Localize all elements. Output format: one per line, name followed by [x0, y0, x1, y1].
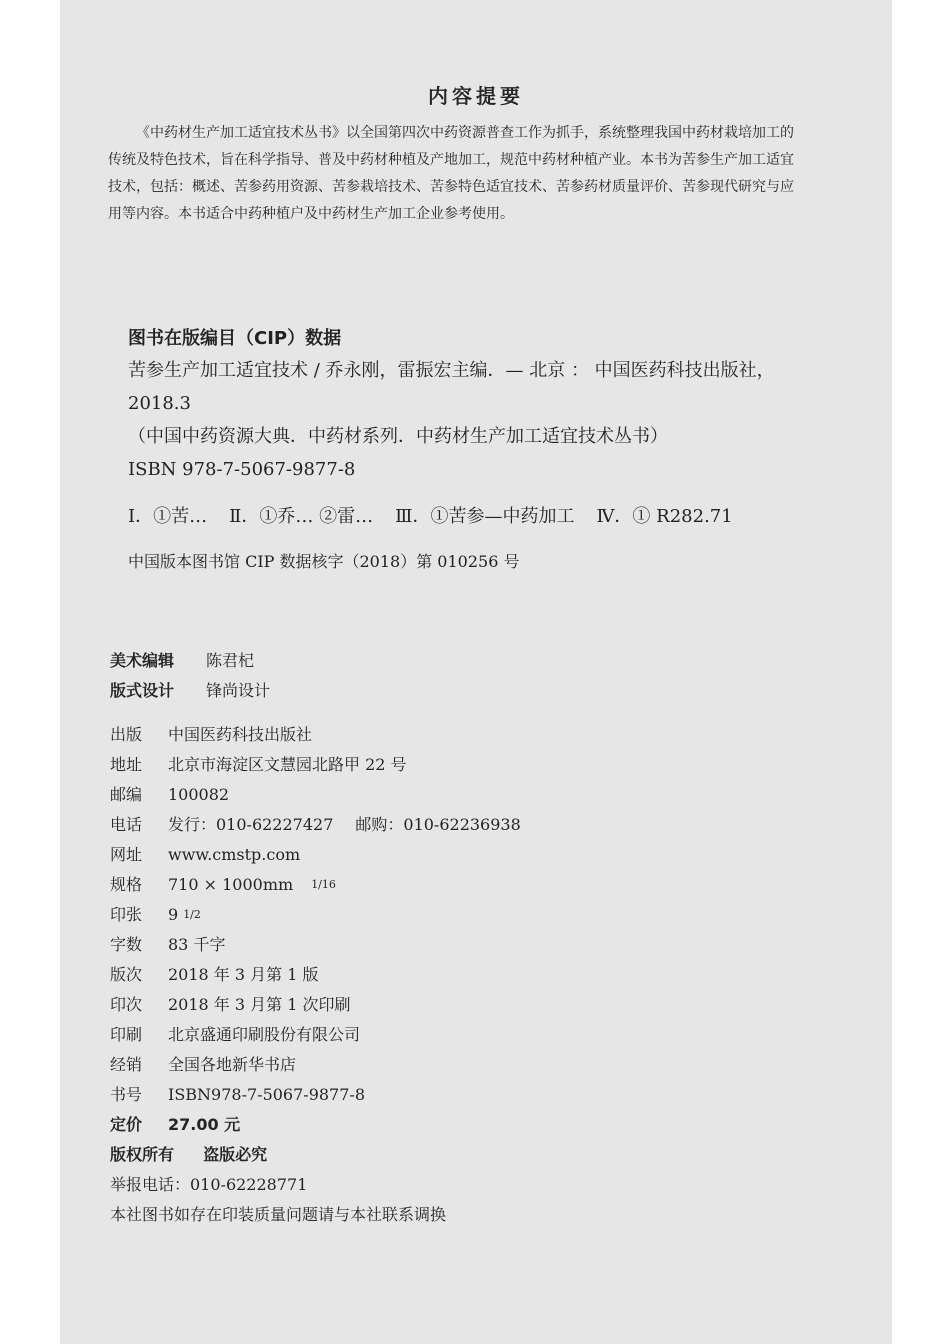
- printer-row: [110, 1020, 810, 1050]
- price-label: 定价: [110, 1115, 143, 1134]
- words-value: 83 千字: [168, 935, 226, 954]
- report-phone: 举报电话：010-62228771: [110, 1175, 308, 1194]
- cip-class-1: Ⅰ．①苦…: [128, 506, 208, 527]
- phone-row: [110, 810, 810, 840]
- postcode-row: [110, 780, 810, 810]
- quality-notice: 本社图书如存在印装质量问题请与本社联系调换: [110, 1205, 447, 1224]
- postcode-label: 邮编: [110, 785, 143, 804]
- phone-issue: 发行：010-62227427: [168, 815, 334, 834]
- printing-row: [110, 990, 810, 1020]
- printer-value: 北京盛通印刷股份有限公司: [168, 1025, 361, 1044]
- edition-row: [110, 960, 810, 990]
- art-editor-label: 美术编辑: [110, 651, 175, 670]
- website-row: [110, 840, 810, 870]
- publisher-value: 中国医药科技出版社: [168, 725, 313, 744]
- cip-class-4: Ⅳ．① R282.71: [596, 506, 733, 527]
- postcode-value: 100082: [168, 785, 230, 804]
- address-label: 地址: [110, 755, 143, 774]
- distributor-label: 经销: [110, 1055, 143, 1074]
- publisher-row: [110, 720, 810, 750]
- layout-design-value: 锋尚设计: [206, 681, 271, 700]
- book-number-row: [110, 1080, 810, 1110]
- address-row: [110, 750, 810, 780]
- summary-title: 内容提要: [428, 84, 524, 108]
- edition-value: 2018 年 3 月第 1 版: [168, 965, 319, 984]
- phone-mail: 邮购：010-62236938: [355, 815, 521, 834]
- cip-title: 图书在版编目（CIP）数据: [128, 328, 342, 349]
- publisher-label: 出版: [110, 725, 143, 744]
- printing-value: 2018 年 3 月第 1 次印刷: [168, 995, 351, 1014]
- layout-design-label: 版式设计: [110, 681, 175, 700]
- address-value: 北京市海淀区文慧园北路甲 22 号: [168, 755, 407, 774]
- words-row: [110, 930, 810, 960]
- sheets-row: [110, 900, 810, 930]
- distributor-value: 全国各地新华书店: [168, 1055, 297, 1074]
- format-row: [110, 870, 810, 900]
- price-row: [110, 1110, 810, 1140]
- sheets-label: 印张: [110, 905, 143, 924]
- words-label: 字数: [110, 935, 143, 954]
- sheets-whole: 9: [168, 905, 179, 924]
- cip-class-2: Ⅱ．①乔… ②雷…: [229, 506, 374, 527]
- phone-label: 电话: [110, 815, 143, 834]
- cip-class-3: Ⅲ．①苦参—中药加工: [395, 506, 575, 527]
- cip-entry: 苦参生产加工适宜技术 / 乔永刚，雷振宏主编．— 北京 ： 中国医药科技出版社，2018.3: [128, 360, 775, 414]
- cip-isbn: ISBN 978-7-5067-9877-8: [128, 459, 356, 480]
- cip-classification: [128, 500, 818, 533]
- rights-row: [110, 1140, 810, 1170]
- summary-block: [108, 120, 798, 228]
- cip-series: （中国中药资源大典．中药材系列．中药材生产加工适宜技术丛书）: [128, 426, 668, 447]
- distributor-row: [110, 1050, 810, 1080]
- book-number-label: 书号: [110, 1085, 143, 1104]
- cip-verify-number: 中国版本图书馆 CIP 数据核字（2018）第 010256 号: [128, 552, 520, 571]
- layout-design-row: [110, 676, 810, 706]
- edition-label: 版次: [110, 965, 143, 984]
- printer-label: 印刷: [110, 1025, 143, 1044]
- copyright-page: [60, 0, 892, 1344]
- art-editor-value: 陈君杞: [206, 651, 255, 670]
- rights-left: 版权所有: [110, 1145, 175, 1164]
- book-number-value: ISBN978-7-5067-9877-8: [168, 1085, 365, 1104]
- sheets-fraction: 1/2: [183, 908, 201, 921]
- cip-block: [128, 324, 818, 577]
- website-value: www.cmstp.com: [168, 845, 301, 864]
- format-fraction: 1/16: [311, 878, 336, 891]
- colophon: [110, 646, 810, 1230]
- price-value: 27.00 元: [168, 1115, 241, 1134]
- website-label: 网址: [110, 845, 143, 864]
- format-value: 710 × 1000mm: [168, 875, 294, 894]
- summary-text: 《中药材生产加工适宜技术丛书》以全国第四次中药资源普查工作为抓手，系统整理我国中药材栽培加工的传统及特色技术，旨在科学指导、普及中药材种植及产地加工，规范中药材种植产业。本书为苦参生产加工适宜技术，包括：概述、苦参药用资源、苦参栽培技术、苦参特色适宜技术、苦参药材质量评价、苦参现代研究与应用等内容。本书适合中药种植户及中药材生产加工企业参考使用。: [108, 125, 794, 222]
- art-editor-row: [110, 646, 810, 676]
- printing-label: 印次: [110, 995, 143, 1014]
- format-label: 规格: [110, 875, 143, 894]
- rights-right: 盗版必究: [203, 1145, 268, 1164]
